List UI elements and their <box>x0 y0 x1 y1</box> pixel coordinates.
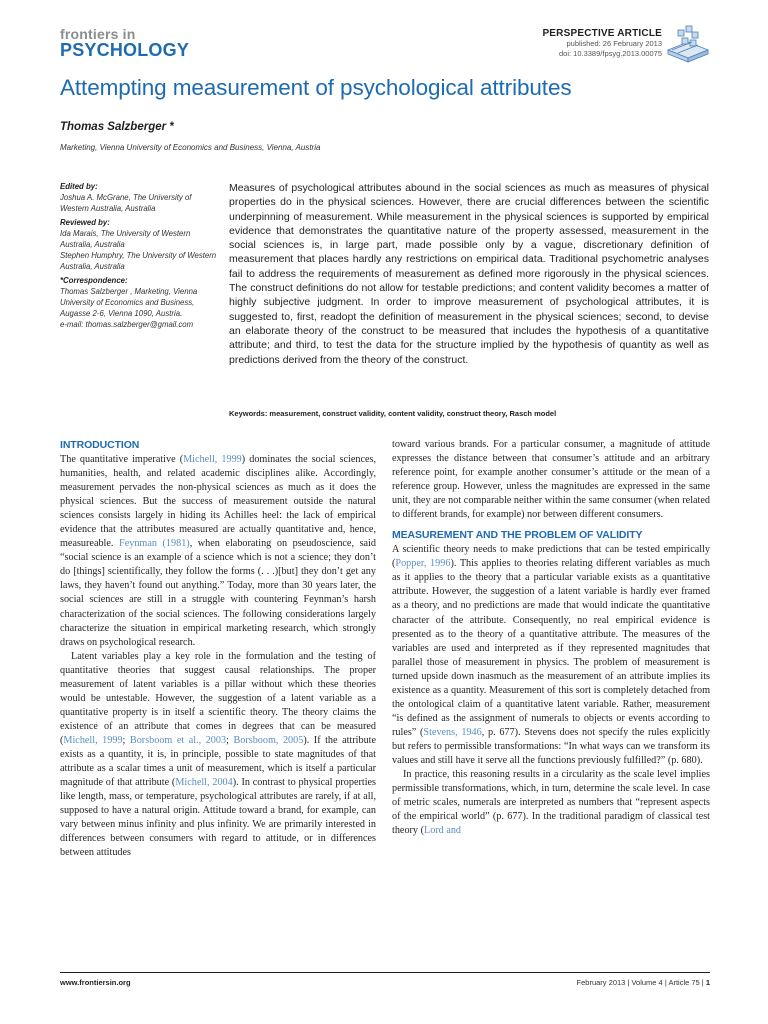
keywords: Keywords: measurement, construct validity, content validity, construct theory, Rasch model <box>229 409 557 418</box>
citation-link[interactable]: Borsboom, 2005 <box>233 734 304 746</box>
journal-logo-line2: PSYCHOLOGY <box>60 40 190 60</box>
correspondence-label: *Correspondence: <box>60 276 128 286</box>
correspondence-address: Thomas Salzberger , Marketing, Vienna University of Economics and Business, Augasse 2-6, Vienna 1090, Austria. <box>60 287 198 318</box>
citation-link[interactable]: Michell, 1999 <box>63 734 123 746</box>
edited-by-label: Edited by: <box>60 182 98 191</box>
body-column-left <box>60 438 376 860</box>
citation-link[interactable]: Popper, 1996 <box>395 558 451 570</box>
citation-link[interactable]: Lord and <box>423 825 462 837</box>
section-heading-validity: MEASUREMENT AND THE PROBLEM OF VALIDITY <box>392 529 643 542</box>
paragraph: toward various brands. For a particular consumer, a magnitude of attitude expresses the distance between that consumer’s attitude and an arbitrary reference point, for example another consumer’s attitude or the mean of a reference group. However, unless the magnitudes are expressed in the same unit, they are not comparable neither within the same consumer (when related to different brands, for example) nor between different consumers. <box>392 439 710 521</box>
paragraph: A scientific theory needs to make predictions that can be tested empirically (Popper, 1996). This applies to theories relating different variables as much as it applies to the theory that a particular variable exists as a quantitative attribute. However, the suggestion of a latent variable is hardly ever framed as a theory, and no predictions are made that would indicate the quantitative character of the attribute. Consequently, no real empirical evidence is presented as to the theory of a quantitative attribute. The measures of the variables are used and interpreted as if they represented magnitudes that parallel those of measurement in physics. The problem of measurement is turned upside down inasmuch as the measurement of an attribute implies its existence as a quantity. Measurement of this sort is completely detached from the ontological claim of a quantitative latent variable. Rather, measurement “is defined as the assignment of numerals to objects or events according to rules” (Stevens, 1946, p. 677). Stevens does not specify the rules explicitly but refers to permissible transformations: “In what ways can we transform its values and still have it serve all the functions previously fulfilled?” (p. 680). <box>392 544 711 766</box>
citation-link[interactable]: Borsboom et al., 2003 <box>129 734 227 746</box>
author-affiliation: Marketing, Vienna University of Economics and Business, Vienna, Austria <box>60 143 321 152</box>
footer-website[interactable]: www.frontiersin.org <box>60 978 131 987</box>
journal-logo <box>60 27 190 59</box>
paragraph: In practice, this reasoning results in a circularity as the scale level implies permissible transformations, which, in turn, determine the scale level. In case of metric scales, numerals are interpreted as numbers that “represent aspects of the empirical world” (p. 677). In the traditional paradigm of classical test theory (Lord and <box>392 769 710 837</box>
reviewer: Ida Marais, The University of Western Australia, Australia <box>60 229 191 249</box>
body-column-right <box>392 438 710 838</box>
reviewer: Stephen Humphry, The University of Western Australia, Australia <box>60 250 217 271</box>
citation-link[interactable]: Michell, 1999 <box>183 454 242 465</box>
footer-citation: February 2013 | Volume 4 | Article 75 | 1 <box>576 978 710 987</box>
published-date: published: 26 February 2013 <box>566 39 662 48</box>
section-heading-introduction: INTRODUCTION <box>60 439 140 451</box>
correspondence-email[interactable]: e-mail: thomas.salzberger@gmail.com <box>60 319 194 329</box>
footer-divider <box>60 972 710 973</box>
page-number: 1 <box>705 978 710 987</box>
abstract: Measures of psychological attributes abound in the social sciences as much as measures of physical properties do in the physical sciences. However, there are crucial differences between the scientific underpinning of measurement. While measurement in the physical sciences is supported by empirical evidence that demonstrates the quantitative nature of the property assessed, measurement in the social sciences is, in large part, made possible only by a vague, discretionary definition of measurement that places hardly any restrictions on empirical data. Traditional psychometric analyses fail to address the requirements of measurement as defined more rigorously in the physical sciences. The construct definitions do not allow for testable predictions; and content validity becomes a matter of highly subjective judgment. In order to improve measurement of psychological attributes, it is suggested to, first, readopt the definition of measurement in the physical sciences; second, to devise an elaborate theory of the construct to be measured that includes the hypothesis of a quantitative attribute; and third, to test the data for the structure implied by the hypothesis of quantity as well as predictions derived from the theory of the construct. <box>229 182 709 366</box>
journal-logo-line1: frontiers in <box>60 26 136 42</box>
doi: doi: 10.3389/fpsyg.2013.00075 <box>558 49 662 58</box>
paragraph: The quantitative imperative (Michell, 1999) dominates the social sciences, humanities, health, and related academic disciplines alike. Accordingly, measurement pervades the non-physical sciences as much as it does the physical sciences. But the success of measurement outside the natural sciences consists largely in hiding its Achilles heel: the lack of empirical evidence that the attributes measured are actually quantitative and, hence, measureable. Feynman (1981), when elaborating on pseudoscience, said “social science is an example of a science which is not a science; they don’t do [things] scientifically, they follow the forms (. . .)[but] they don’t get any laws, they haven’t found out anything.” Today, more than 30 years later, the social sciences are still in a struggle with countering Feynman’s harsh characterization of the social sciences. The following considerations largely characterize the situation in empirical marketing research, which strongly draws on psychological research. <box>60 454 377 648</box>
article-title: Attempting measurement of psychological attributes <box>60 75 572 100</box>
citation-link[interactable]: Stevens, 1946 <box>423 726 482 738</box>
reviewed-by-label: Reviewed by: <box>60 218 110 228</box>
citation-link[interactable]: Michell, 2004 <box>175 777 233 789</box>
paragraph: Latent variables play a key role in the formulation and the testing of quantitative theories that suggest causal relationships. The proper measurement of latent variables is a pillar without which these theories would be untestable. However, the suggestion of a latent variable as a quantitative property is in itself a scientific theory. The theory claims the existence of an attribute that comes in degrees that can be measured (Michell, 1999; Borsboom et al., 2003; Borsboom, 2005). If the attribute exists as a quantity, it is, in principle, possible to state magnitudes of that attribute as a scalar times a unit of measurement, which is itself a particular magnitude of that attribute (Michell, 2004). In contrast to physical properties like length, mass, or temperature, psychological attributes are rarely, if at all, supposed to have a natural origin. Attitude toward a brand, for example, can vary between minus infinity and plus infinity. We are primarily interested in differences between consumers with regard to attitude, or in differences between attitudes <box>60 650 377 859</box>
citation-link[interactable]: Feynman (1981) <box>119 538 190 550</box>
article-type: PERSPECTIVE ARTICLE <box>542 28 662 39</box>
editor: Joshua A. McGrane, The University of Western Australia, Australia <box>60 192 192 213</box>
journal-emblem-icon <box>664 20 712 64</box>
author-name: Thomas Salzberger * <box>60 121 174 133</box>
article-info-sidebar <box>60 182 220 334</box>
article-meta <box>542 28 662 59</box>
